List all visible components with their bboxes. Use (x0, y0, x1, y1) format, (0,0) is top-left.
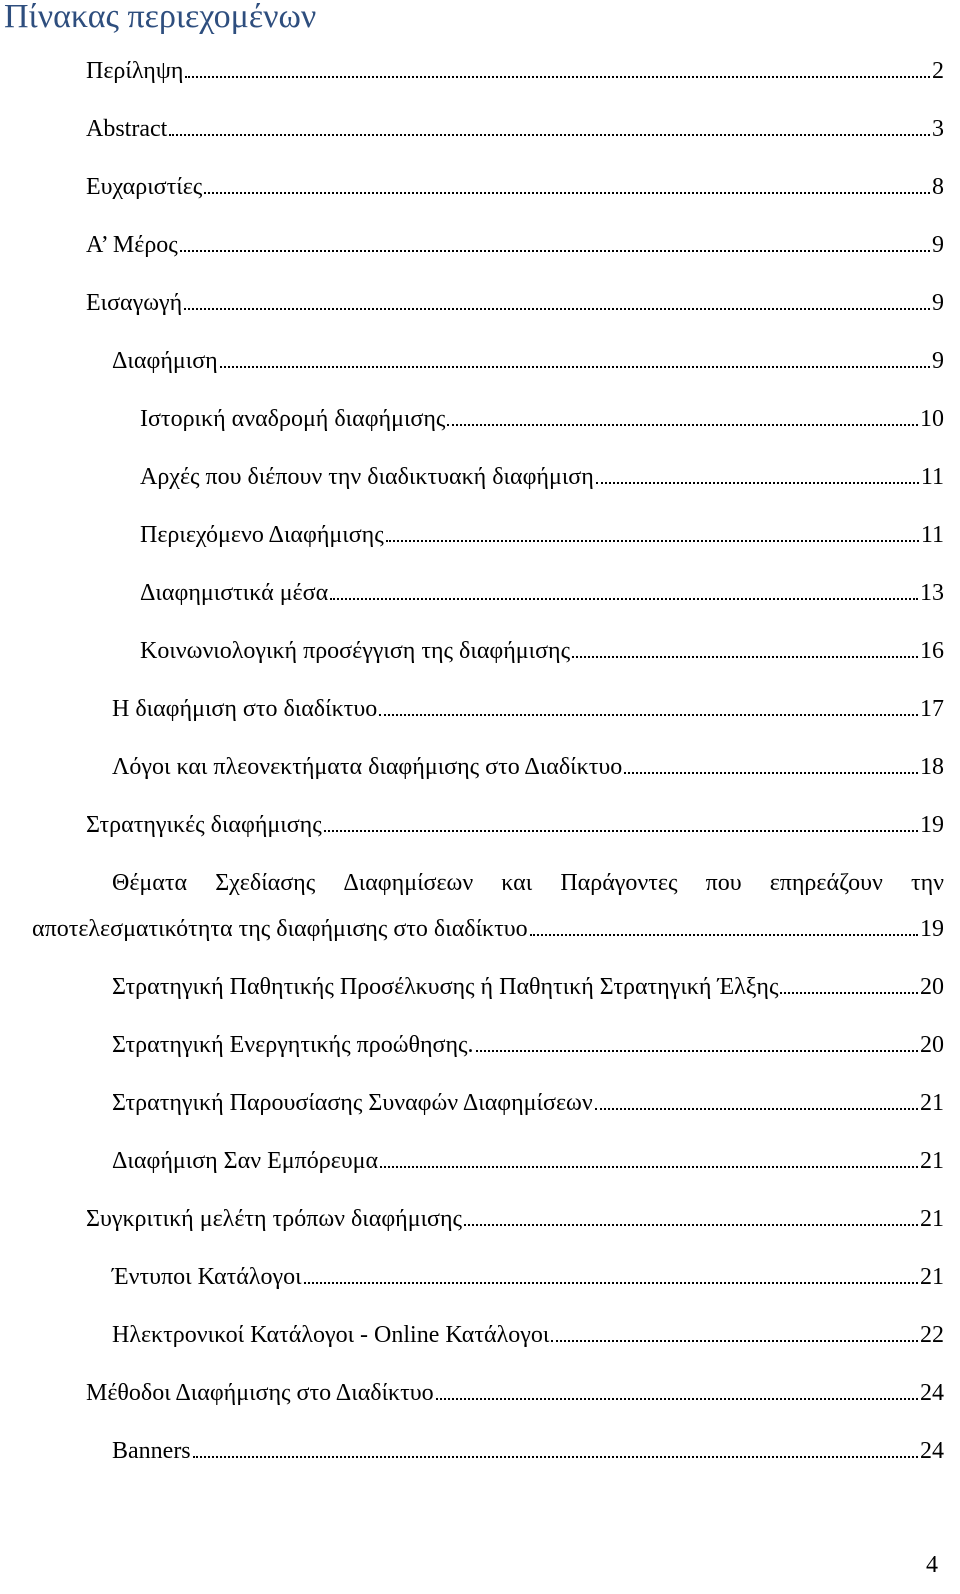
toc-word: επηρεάζουν (769, 870, 883, 896)
toc-entry-page: 19 (920, 916, 944, 942)
toc-entry[interactable] (112, 752, 944, 782)
toc-word: και (501, 870, 533, 896)
toc-entry-label: Λόγοι και πλεονεκτήματα διαφήμισης στο Διαδίκτυο (112, 754, 623, 780)
toc-entry-page: 22 (920, 1322, 944, 1348)
toc-entry[interactable] (140, 520, 944, 550)
dot-leader (379, 712, 918, 716)
dot-leader (220, 364, 930, 368)
dot-leader (386, 538, 919, 542)
dot-leader (180, 248, 930, 252)
toc-entry[interactable] (112, 694, 944, 724)
toc-entry-page: 21 (920, 1148, 944, 1174)
toc-word: Θέματα (112, 870, 188, 896)
toc-entry[interactable] (86, 56, 944, 86)
dot-leader (624, 770, 918, 774)
toc-entry-page: 20 (920, 1032, 944, 1058)
toc-word: που (705, 870, 742, 896)
toc-entry[interactable] (112, 1320, 944, 1350)
toc-entry[interactable] (86, 172, 944, 202)
toc-entry-label: Διαφημιστικά μέσα (140, 580, 329, 606)
toc-entry-label: Κοινωνιολογική προσέγγιση της διαφήμισης (140, 638, 571, 664)
toc-entry[interactable] (86, 1378, 944, 1408)
toc-entry-label: Διαφήμιση Σαν Εμπόρευμα (112, 1148, 379, 1174)
toc-word: Παράγοντες (560, 870, 678, 896)
dot-leader (330, 596, 918, 600)
dot-leader (464, 1222, 918, 1226)
toc-entry[interactable] (32, 914, 944, 944)
dot-leader (304, 1280, 918, 1284)
toc-entry[interactable] (112, 1088, 944, 1118)
toc-entry[interactable] (112, 346, 944, 376)
dot-leader (169, 132, 930, 136)
dot-leader (380, 1164, 918, 1168)
dot-leader (551, 1338, 918, 1342)
toc-entry-label: αποτελεσματικότητα της διαφήμισης στο διαδίκτυο (32, 916, 528, 942)
dot-leader (184, 306, 930, 310)
toc-entry[interactable] (112, 1262, 944, 1292)
toc-entry-label: Ιστορική αναδρομή διαφήμισης (140, 406, 446, 432)
toc-entry-label: Περιεχόμενο Διαφήμισης (140, 522, 384, 548)
toc-entry-page: 11 (920, 522, 944, 548)
toc-entry[interactable] (112, 972, 944, 1002)
toc-entry-page: 8 (932, 174, 944, 200)
toc-entry-label: Α’ Μέρος (86, 232, 178, 258)
dot-leader (447, 422, 918, 426)
toc-word: Διαφημίσεων (343, 870, 474, 896)
toc-entry-label: Στρατηγική Παθητικής Προσέλκυσης ή Παθητική Στρατηγική Έλξης (112, 974, 779, 1000)
toc-entry-wrapped-line[interactable] (112, 868, 944, 898)
toc-entry[interactable] (112, 1436, 944, 1466)
toc-entry-page: 19 (920, 812, 944, 838)
toc-entry-page: 2 (932, 58, 944, 84)
toc-entry-label: Στρατηγικές διαφήμισης (86, 812, 322, 838)
toc-entry[interactable] (86, 230, 944, 260)
toc-entry-label: Abstract (86, 116, 168, 142)
toc-entry[interactable] (86, 1204, 944, 1234)
toc-entry-label: Εισαγωγή (86, 290, 183, 316)
dot-leader (436, 1396, 918, 1400)
toc-entry-page: 13 (920, 580, 944, 606)
toc-entry-page: 24 (920, 1438, 944, 1464)
toc-entry-label: Ευχαριστίες (86, 174, 203, 200)
toc-entry-label: Περίληψη (86, 58, 184, 84)
dot-leader (324, 828, 918, 832)
toc-entry[interactable] (140, 578, 944, 608)
toc-entry[interactable] (140, 636, 944, 666)
toc-entry-page: 21 (920, 1264, 944, 1290)
dot-leader (193, 1454, 918, 1458)
toc-entry[interactable] (140, 462, 944, 492)
toc-entry-page: 9 (932, 290, 944, 316)
dot-leader (530, 932, 918, 936)
toc-entry-label: Αρχές που διέπουν την διαδικτυακή διαφήμιση (140, 464, 594, 490)
toc-entry[interactable] (86, 810, 944, 840)
toc-entry-label: Banners (112, 1438, 191, 1464)
toc-entry-page: 9 (932, 232, 944, 258)
toc-entry-page: 21 (920, 1206, 944, 1232)
toc-entry-page: 3 (932, 116, 944, 142)
toc-entry[interactable] (86, 114, 944, 144)
toc-entry-label: Η διαφήμιση στο διαδίκτυο (112, 696, 378, 722)
dot-leader (572, 654, 918, 658)
dot-leader (595, 1106, 918, 1110)
toc-entry-label: Διαφήμιση (112, 348, 218, 374)
toc-entry-page: 11 (920, 464, 944, 490)
toc-entry[interactable] (140, 404, 944, 434)
toc-entry-label: Έντυποι Κατάλογοι (112, 1264, 302, 1290)
dot-leader (596, 480, 919, 484)
toc-entry-page: 21 (920, 1090, 944, 1116)
dot-leader (476, 1048, 918, 1052)
toc-entry-label: Στρατηγική Παρουσίασης Συναφών Διαφημίσεων (112, 1090, 593, 1116)
page-number: 4 (926, 1552, 938, 1578)
dot-leader (204, 190, 930, 194)
toc-entry-page: 16 (920, 638, 944, 664)
toc-word: την (910, 870, 944, 896)
toc-entry-label: Μέθοδοι Διαφήμισης στο Διαδίκτυο (86, 1380, 434, 1406)
toc-entry[interactable] (112, 1030, 944, 1060)
dot-leader (185, 74, 930, 78)
toc-entry-page: 20 (920, 974, 944, 1000)
toc-entry-page: 10 (920, 406, 944, 432)
toc-entry-label: Συγκριτική μελέτη τρόπων διαφήμισης (86, 1206, 463, 1232)
toc-entry[interactable] (86, 288, 944, 318)
toc-entry-page: 18 (920, 754, 944, 780)
toc-entry-page: 17 (920, 696, 944, 722)
dot-leader (780, 990, 918, 994)
toc-entry[interactable] (112, 1146, 944, 1176)
toc-title: Πίνακας περιεχομένων (4, 0, 317, 35)
toc-entry-label: Ηλεκτρονικοί Κατάλογοι - Online Κατάλογοι (112, 1322, 550, 1348)
toc-entry-label: Στρατηγική Ενεργητικής προώθησης. (112, 1032, 474, 1058)
toc-word: Σχεδίασης (215, 870, 316, 896)
toc-entry-page: 9 (932, 348, 944, 374)
toc-entry-page: 24 (920, 1380, 944, 1406)
